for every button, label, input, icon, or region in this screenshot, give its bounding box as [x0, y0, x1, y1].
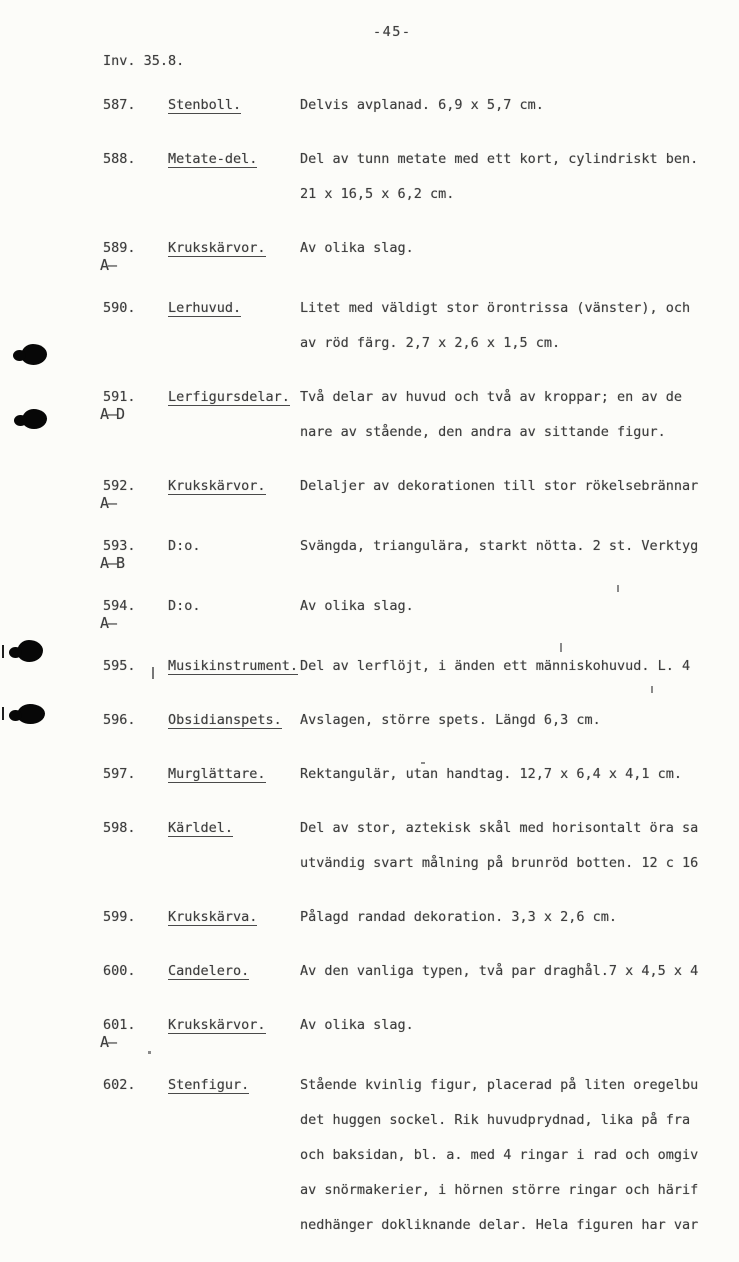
catalog-item: [0, 649, 739, 684]
item-name: Metate-del.: [168, 151, 258, 167]
item-description-line: Av olika slag.: [300, 240, 414, 256]
item-number: 598.: [103, 820, 136, 836]
catalog-item: [0, 142, 739, 212]
item-sub-designation: A—: [100, 494, 117, 512]
item-number: 596.: [103, 712, 136, 728]
catalog-item: [0, 231, 739, 272]
item-description-line: Två delar av huvud och två av kroppar; en av de: [300, 389, 683, 405]
item-description: [300, 529, 739, 564]
catalog-item: [0, 1068, 739, 1243]
item-number: 587.: [103, 97, 136, 113]
item-description-line: det huggen sockel. Rik huvudprydnad, lika på fra: [300, 1112, 691, 1128]
catalog-item: [0, 469, 739, 510]
item-name: Obsidianspets.: [168, 712, 282, 728]
item-description: [300, 88, 739, 123]
item-name: Murglättare.: [168, 766, 266, 782]
item-description: [300, 142, 739, 212]
item-name: Krukskärvor.: [168, 478, 266, 494]
item-name: Stenboll.: [168, 97, 242, 113]
item-name: Krukskärva.: [168, 909, 258, 925]
item-description: [300, 231, 739, 266]
item-number: 595.: [103, 658, 136, 674]
item-description-line: Stående kvinlig figur, placerad på liten oregelbu: [300, 1077, 699, 1093]
item-name: Lerhuvud.: [168, 300, 242, 316]
catalog-list: [0, 88, 739, 1262]
item-description-line: Del av stor, aztekisk skål med horisontalt öra sa: [300, 820, 699, 836]
item-description-line: Pålagd randad dekoration. 3,3 x 2,6 cm.: [300, 909, 617, 925]
item-name: Krukskärvor.: [168, 240, 266, 256]
page-number: -45-: [373, 24, 412, 40]
item-name: Lerfigursdelar.: [168, 389, 290, 405]
ink-speck: [651, 686, 653, 693]
item-number: 588.: [103, 151, 136, 167]
catalog-item: [0, 1008, 739, 1049]
item-description-line: Svängda, triangulära, starkt nötta. 2 st. Verktyg: [300, 538, 699, 554]
ink-speck: [2, 707, 4, 720]
item-description: [300, 1008, 739, 1043]
item-number: 601.: [103, 1017, 136, 1033]
catalog-item: [0, 291, 739, 361]
item-description: [300, 811, 739, 881]
item-sub-designation: A—: [100, 1033, 117, 1051]
item-number: 597.: [103, 766, 136, 782]
item-description-line: Delvis avplanad. 6,9 x 5,7 cm.: [300, 97, 544, 113]
item-number: 591.: [103, 389, 136, 405]
item-description-line: av snörmakerier, i hörnen större ringar och härif: [300, 1182, 699, 1198]
item-number: 594.: [103, 598, 136, 614]
item-description: [300, 469, 739, 504]
item-description: [300, 954, 739, 989]
item-description: [300, 589, 739, 624]
item-description-line: Litet med väldigt stor örontrissa (vänster), och: [300, 300, 691, 316]
item-description-line: Av olika slag.: [300, 598, 414, 614]
item-description-line: Delaljer av dekorationen till stor rökelsebrännar: [300, 478, 699, 494]
ink-speck: [148, 1051, 151, 1054]
item-description: [300, 757, 739, 792]
item-description-line: nedhänger dokliknande delar. Hela figuren har var: [300, 1217, 699, 1233]
item-sub-designation: A—: [100, 256, 117, 274]
item-description: [300, 1068, 739, 1243]
item-description-line: 21 x 16,5 x 6,2 cm.: [300, 186, 455, 202]
item-name: Kärldel.: [168, 820, 234, 836]
ink-speck: [617, 585, 619, 592]
item-sub-designation: A—D: [100, 405, 125, 423]
item-description-line: Av den vanliga typen, två par draghål.7 x 4,5 x 4: [300, 963, 699, 979]
inventory-label: Inv. 35.8.: [103, 53, 185, 69]
item-name: Musikinstrument.: [168, 658, 299, 674]
ink-speck: [152, 667, 154, 679]
item-number: 589.: [103, 240, 136, 256]
catalog-item: [0, 811, 739, 881]
item-name: Stenfigur.: [168, 1077, 250, 1093]
item-description-line: Avslagen, större spets. Längd 6,3 cm.: [300, 712, 601, 728]
catalog-item: [0, 589, 739, 630]
catalog-item: [0, 88, 739, 123]
item-sub-designation: A—B: [100, 554, 125, 572]
item-number: 602.: [103, 1077, 136, 1093]
catalog-item: [0, 954, 739, 989]
item-description-line: och baksidan, bl. a. med 4 ringar i rad och omgiv: [300, 1147, 699, 1163]
ink-speck: [2, 645, 4, 658]
item-description-line: Av olika slag.: [300, 1017, 414, 1033]
ink-speck: [560, 643, 562, 652]
item-description-line: Rektangulär, utan handtag. 12,7 x 6,4 x 4,1 cm.: [300, 766, 683, 782]
item-description: [300, 649, 739, 684]
item-name: Candelero.: [168, 963, 250, 979]
item-number: 599.: [103, 909, 136, 925]
catalog-item: [0, 757, 739, 792]
item-name: Krukskärvor.: [168, 1017, 266, 1033]
item-description-line: utvändig svart målning på brunröd botten. 12 c 16: [300, 855, 699, 871]
item-number: 592.: [103, 478, 136, 494]
catalog-item: [0, 529, 739, 570]
item-name: D:o.: [168, 598, 201, 614]
catalog-item: [0, 900, 739, 935]
catalog-item: [0, 380, 739, 450]
item-description: [300, 380, 739, 450]
item-description-line: Del av lerflöjt, i änden ett människohuvud. L. 4: [300, 658, 691, 674]
ink-speck: [421, 762, 425, 764]
item-number: 590.: [103, 300, 136, 316]
item-description-line: Del av tunn metate med ett kort, cylindriskt ben.: [300, 151, 699, 167]
item-description-line: av röd färg. 2,7 x 2,6 x 1,5 cm.: [300, 335, 561, 351]
item-description: [300, 900, 739, 935]
item-number: 593.: [103, 538, 136, 554]
item-sub-designation: A—: [100, 614, 117, 632]
catalog-item: [0, 703, 739, 738]
item-description: [300, 703, 739, 738]
item-name: D:o.: [168, 538, 201, 554]
item-description-line: nare av stående, den andra av sittande figur.: [300, 424, 666, 440]
item-number: 600.: [103, 963, 136, 979]
item-description: [300, 291, 739, 361]
